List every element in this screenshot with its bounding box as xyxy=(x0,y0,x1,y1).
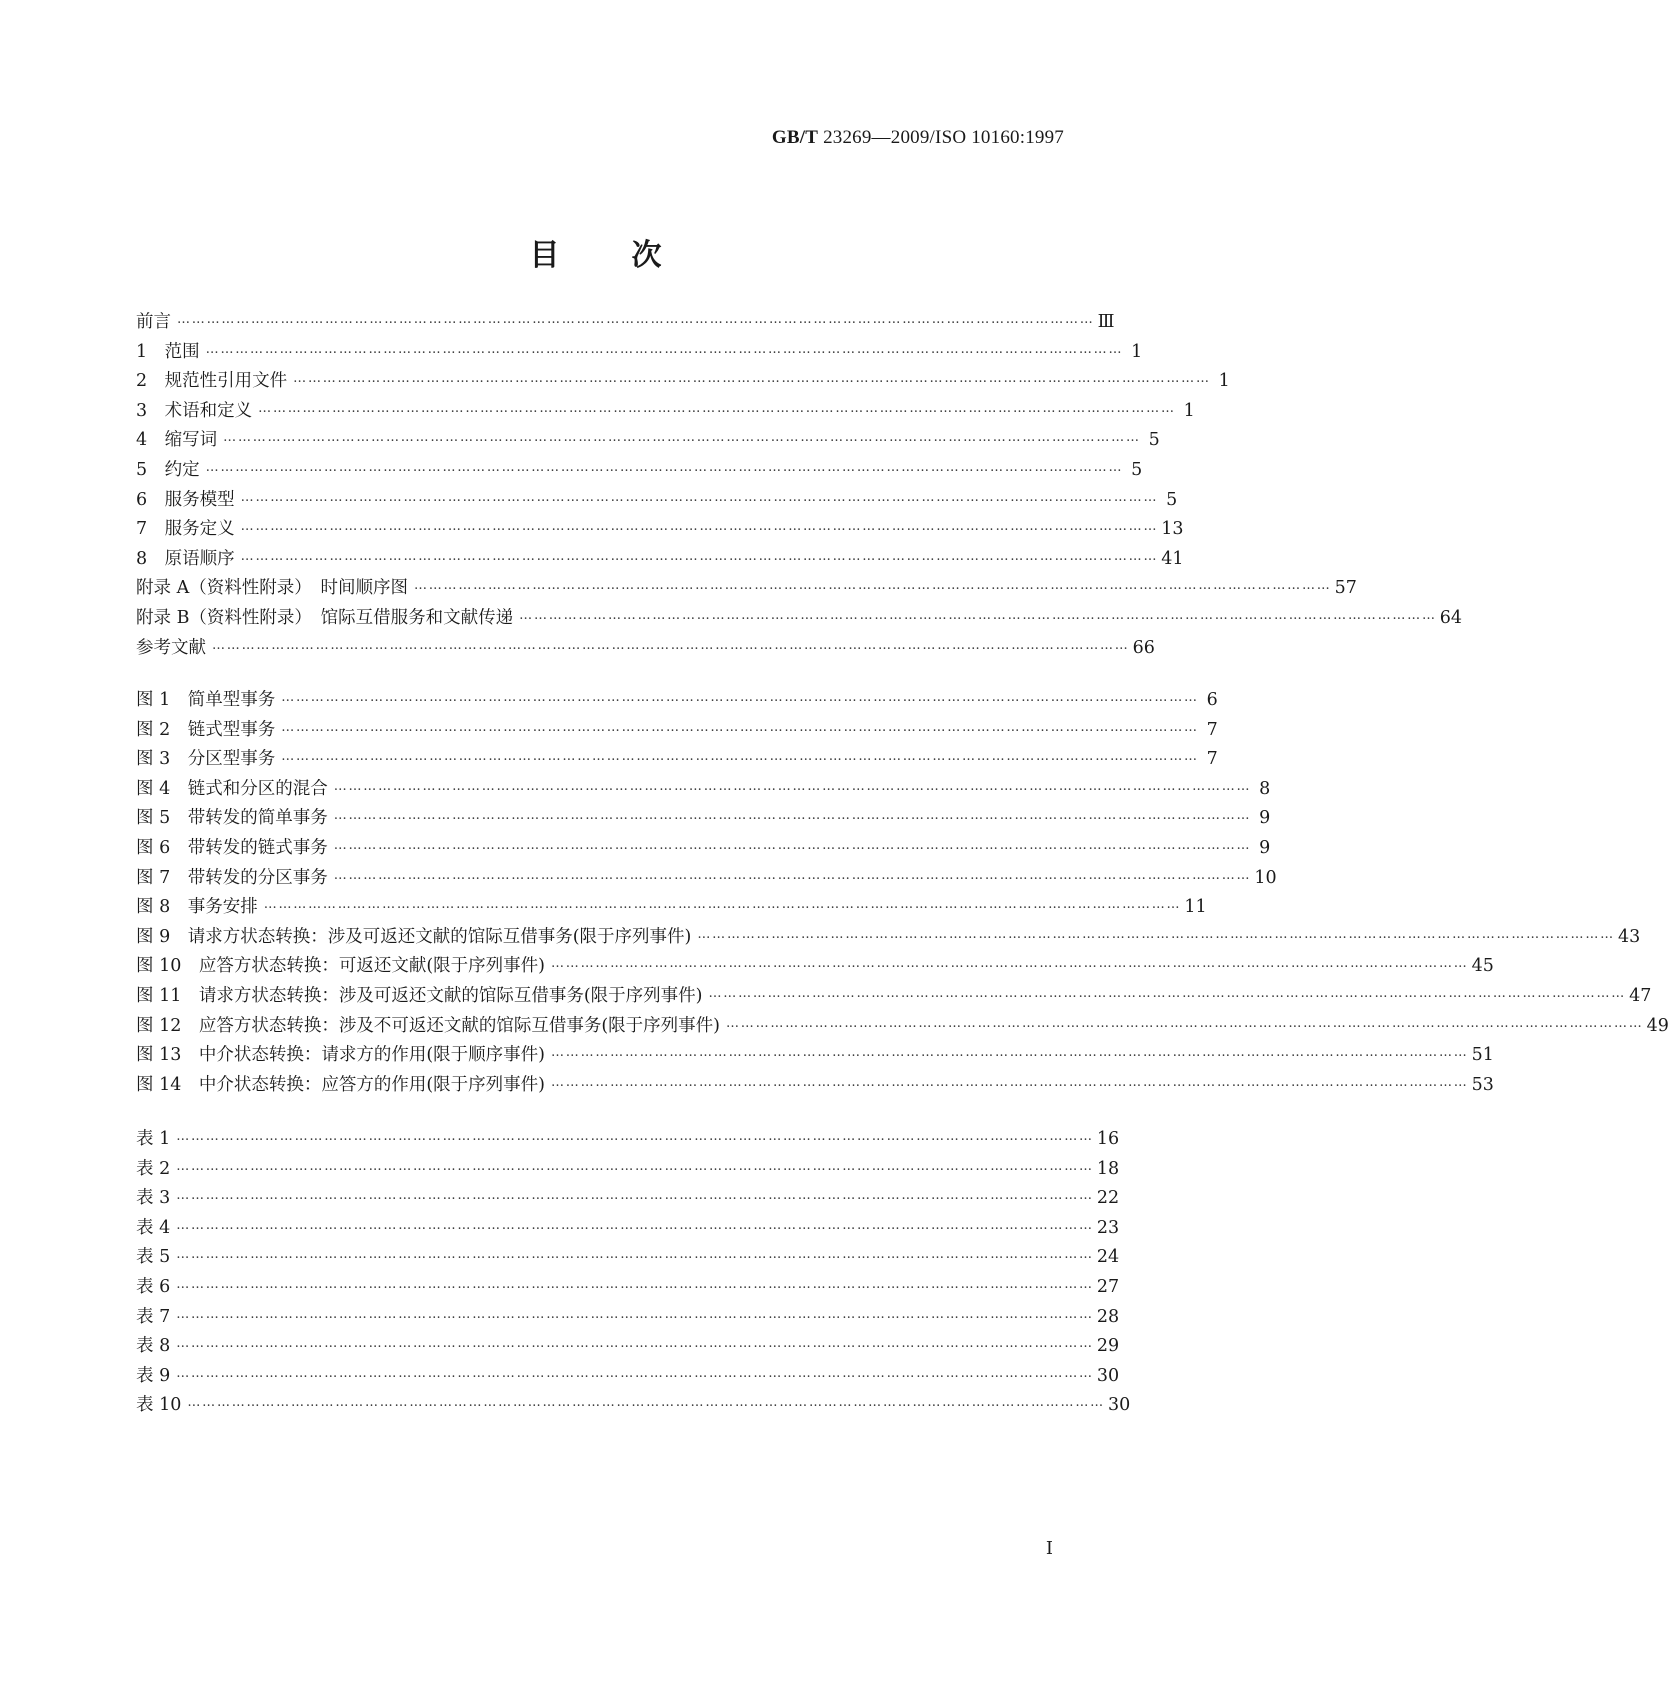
toc-dot-leader: …………………………………………………………………………………………………………………………………………………………………… xyxy=(176,1365,1094,1381)
toc-dot-leader: …………………………………………………………………………………………………………………………………………………………………… xyxy=(212,637,1130,653)
toc-entry-label: 8 原语顺序 xyxy=(136,548,235,569)
toc-page-number: 7 xyxy=(1206,719,1218,740)
toc-page-number: 1 xyxy=(1131,341,1143,362)
toc-page-number: 5 xyxy=(1166,489,1178,510)
toc-table-entry[interactable] xyxy=(136,1123,1120,1151)
toc-table-entry[interactable] xyxy=(136,1153,1120,1181)
toc-page-number: 11 xyxy=(1184,897,1207,918)
toc-entry-label: 表 7 xyxy=(136,1306,171,1327)
toc-page-number: 64 xyxy=(1439,608,1463,628)
toc-dot-leader: …………………………………………………………………………………………………………………………………………………………………… xyxy=(333,838,1252,853)
toc-figure-entry[interactable] xyxy=(136,1039,1494,1067)
toc-page-number: 5 xyxy=(1131,460,1143,480)
toc-figure-entry[interactable] xyxy=(136,950,1494,978)
toc-entry-label: 附录 B（资料性附录） 馆际互借服务和文献传递 xyxy=(136,608,514,628)
toc-dot-leader: …………………………………………………………………………………………………………………………………………………………………… xyxy=(176,1188,1094,1204)
toc-dot-leader: …………………………………………………………………………………………………………………………………………………………………… xyxy=(725,1015,1644,1031)
toc-entry-label: 图 13 中介状态转换：请求方的作用(限于顺序事件) xyxy=(136,1045,545,1066)
toc-entry-label: 图 2 链式型事务 xyxy=(136,719,276,740)
toc-page-number: 57 xyxy=(1334,578,1357,599)
toc-entry-label: 图 14 中介状态转换：应答方的作用(限于序列事件) xyxy=(136,1074,545,1095)
toc-table-entry[interactable] xyxy=(136,1182,1120,1210)
toc-section-entry[interactable] xyxy=(136,424,1160,452)
toc-page-number: 9 xyxy=(1259,808,1271,829)
toc-entry-label: 表 9 xyxy=(136,1365,171,1386)
toc-entry-label: 图 11 请求方状态转换：涉及可返还文献的馆际互借事务(限于序列事件) xyxy=(136,986,703,1006)
toc-entry-label: 6 服务模型 xyxy=(136,489,235,510)
toc-page-number: Ⅲ xyxy=(1097,312,1115,332)
toc-entry-label: 图 1 简单型事务 xyxy=(136,690,276,710)
toc-dot-leader: …………………………………………………………………………………………………………………………………………………………………… xyxy=(281,719,1199,735)
toc-table-entry[interactable] xyxy=(136,1271,1120,1299)
toc-table-entry[interactable] xyxy=(136,1330,1120,1358)
toc-page-number: 51 xyxy=(1471,1045,1494,1066)
toc-figure-entry[interactable] xyxy=(136,891,1207,919)
toc-section-entry[interactable] xyxy=(136,454,1143,482)
toc-page-number: 1 xyxy=(1218,371,1230,392)
toc-entry-label: 表 2 xyxy=(136,1158,171,1179)
toc-entry-label: 表 1 xyxy=(136,1129,171,1149)
toc-table-entry[interactable] xyxy=(136,1360,1120,1388)
toc-page-number: 9 xyxy=(1259,838,1271,858)
toc-entry-label: 表 8 xyxy=(136,1336,171,1357)
toc-dot-leader: …………………………………………………………………………………………………………………………………………………………………… xyxy=(281,690,1199,705)
toc-section-entry[interactable] xyxy=(136,306,1115,334)
toc-page-number: 23 xyxy=(1096,1217,1120,1238)
toc-table-entry[interactable] xyxy=(136,1212,1120,1240)
toc-section-entry[interactable] xyxy=(136,513,1184,541)
toc-page-number: 8 xyxy=(1259,778,1271,799)
toc-figure-entry[interactable] xyxy=(136,1010,1669,1038)
toc-dot-leader: …………………………………………………………………………………………………………………………………………………………………… xyxy=(519,608,1437,623)
toc-dot-leader: …………………………………………………………………………………………………………………………………………………………………… xyxy=(550,1045,1469,1061)
toc-entry-label: 图 3 分区型事务 xyxy=(136,749,276,770)
toc-page-number: 6 xyxy=(1206,690,1218,710)
toc-dot-leader: …………………………………………………………………………………………………………………………………………………………………… xyxy=(176,1247,1094,1263)
toc-dot-leader: …………………………………………………………………………………………………………………………………………………………………… xyxy=(697,926,1615,942)
toc-dot-leader: …………………………………………………………………………………………………………………………………………………………………… xyxy=(333,808,1252,824)
toc-page-number: 5 xyxy=(1148,430,1160,451)
toc-page-number: 27 xyxy=(1096,1277,1120,1297)
title-char-1: 目 xyxy=(529,238,560,273)
toc-entry-label: 7 服务定义 xyxy=(136,519,235,540)
toc-page-number: 10 xyxy=(1254,867,1277,888)
toc-entry-label: 表 5 xyxy=(136,1247,171,1268)
toc-dot-leader: …………………………………………………………………………………………………………………………………………………………………… xyxy=(333,867,1252,883)
toc-dot-leader: …………………………………………………………………………………………………………………………………………………………………… xyxy=(205,460,1124,475)
toc-figure-entry[interactable] xyxy=(136,802,1271,830)
toc-page-number: 18 xyxy=(1096,1158,1120,1179)
toc-figure-entry[interactable] xyxy=(136,862,1277,890)
toc-dot-leader: …………………………………………………………………………………………………………………………………………………………………… xyxy=(240,519,1159,535)
toc-figure-entry[interactable] xyxy=(136,921,1641,949)
toc-table-entry[interactable] xyxy=(136,1389,1131,1417)
toc-entry-label: 图 5 带转发的简单事务 xyxy=(136,808,328,829)
toc-entry-label: 参考文献 xyxy=(136,637,206,658)
toc-dot-leader: …………………………………………………………………………………………………………………………………………………………………… xyxy=(413,578,1332,594)
toc-section-entry[interactable] xyxy=(136,602,1463,630)
toc-entry-label: 图 9 请求方状态转换：涉及可返还文献的馆际互借事务(限于序列事件) xyxy=(136,926,692,947)
toc-page-number: 30 xyxy=(1096,1365,1120,1386)
toc-dot-leader: …………………………………………………………………………………………………………………………………………………………………… xyxy=(176,1158,1094,1174)
toc-entry-label: 1 范围 xyxy=(136,341,200,362)
toc-section-entry[interactable] xyxy=(136,632,1155,660)
toc-entry-label: 4 缩写词 xyxy=(136,430,218,451)
toc-dot-leader: …………………………………………………………………………………………………………………………………………………………………… xyxy=(550,956,1469,972)
toc-figure-entry[interactable] xyxy=(136,773,1271,801)
toc-dot-leader: …………………………………………………………………………………………………………………………………………………………………… xyxy=(281,749,1199,765)
toc-entry-label: 图 12 应答方状态转换：涉及不可返还文献的馆际互借事务(限于序列事件) xyxy=(136,1015,720,1036)
toc-entry-label: 附录 A（资料性附录） 时间顺序图 xyxy=(136,578,408,599)
toc-dot-leader: …………………………………………………………………………………………………………………………………………………………………… xyxy=(176,1336,1094,1352)
toc-entry-label: 表 4 xyxy=(136,1217,171,1238)
page-title xyxy=(0,230,1191,274)
toc-dot-leader: …………………………………………………………………………………………………………………………………………………………………… xyxy=(177,312,1095,327)
toc-section-entry[interactable] xyxy=(136,365,1230,393)
toc-page-number: 41 xyxy=(1161,548,1184,569)
toc-dot-leader: …………………………………………………………………………………………………………………………………………………………………… xyxy=(263,897,1182,913)
toc-page-number: 49 xyxy=(1646,1015,1669,1036)
toc-dot-leader: …………………………………………………………………………………………………………………………………………………………………… xyxy=(176,1129,1094,1144)
title-char-2: 次 xyxy=(631,238,662,273)
toc-entry-label: 前言 xyxy=(136,312,171,332)
toc-dot-leader: …………………………………………………………………………………………………………………………………………………………………… xyxy=(258,400,1176,416)
toc-figure-entry[interactable] xyxy=(136,980,1652,1008)
toc-page-number: 13 xyxy=(1161,519,1184,540)
toc-page-number: 7 xyxy=(1206,749,1218,770)
toc-entry-label: 2 规范性引用文件 xyxy=(136,371,288,392)
toc-entry-label: 表 10 xyxy=(136,1395,182,1416)
std-code-prefix: GB/T xyxy=(771,127,819,148)
toc-page-number: 66 xyxy=(1132,637,1155,658)
toc-section-entry[interactable] xyxy=(136,395,1195,423)
toc-entry-label: 表 3 xyxy=(136,1188,171,1209)
toc-entry-label: 图 7 带转发的分区事务 xyxy=(136,867,328,888)
toc-dot-leader: …………………………………………………………………………………………………………………………………………………………………… xyxy=(708,986,1627,1001)
toc-table-entry[interactable] xyxy=(136,1241,1120,1269)
toc-entry-label: 表 6 xyxy=(136,1277,171,1297)
toc-page-number: 47 xyxy=(1629,986,1652,1006)
toc-section-entry[interactable] xyxy=(136,543,1184,571)
toc-section-entry[interactable] xyxy=(136,336,1143,364)
toc-dot-leader: …………………………………………………………………………………………………………………………………………………………………… xyxy=(293,371,1211,387)
toc-dot-leader: …………………………………………………………………………………………………………………………………………………………………… xyxy=(550,1074,1469,1090)
toc-page-number: 53 xyxy=(1471,1074,1494,1095)
toc-page-number: 30 xyxy=(1107,1395,1131,1416)
std-code-mid: 23269—2009/ISO xyxy=(823,127,967,148)
toc-dot-leader: …………………………………………………………………………………………………………………………………………………………………… xyxy=(240,489,1159,505)
toc-dot-leader: …………………………………………………………………………………………………………………………………………………………………… xyxy=(176,1306,1094,1322)
toc-dot-leader: …………………………………………………………………………………………………………………………………………………………………… xyxy=(176,1277,1094,1292)
toc-page-number: 43 xyxy=(1617,926,1641,947)
toc-figure-entry[interactable] xyxy=(136,1069,1494,1097)
toc-page-number: 29 xyxy=(1096,1336,1120,1357)
toc-page-number: 22 xyxy=(1096,1188,1120,1209)
toc-page-number: 1 xyxy=(1183,400,1195,421)
toc-page-number: 28 xyxy=(1096,1306,1120,1327)
toc-entry-label: 图 4 链式和分区的混合 xyxy=(136,778,328,799)
toc-dot-leader: …………………………………………………………………………………………………………………………………………………………………… xyxy=(240,548,1159,564)
toc-dot-leader: …………………………………………………………………………………………………………………………………………………………………… xyxy=(333,778,1252,794)
toc-entry-label: 3 术语和定义 xyxy=(136,400,253,421)
page-folio: I xyxy=(1045,1538,1053,1559)
toc-dot-leader: …………………………………………………………………………………………………………………………………………………………………… xyxy=(176,1217,1094,1233)
std-code-suffix: 10160:1997 xyxy=(971,127,1064,148)
toc-figure-entry[interactable] xyxy=(136,684,1218,712)
toc-page-number: 45 xyxy=(1471,956,1494,977)
toc-figure-entry[interactable] xyxy=(136,832,1271,860)
toc-page-number: 16 xyxy=(1096,1129,1120,1149)
toc-entry-label: 5 约定 xyxy=(136,460,200,480)
toc-figure-entry[interactable] xyxy=(136,743,1218,771)
toc-section-entry[interactable] xyxy=(136,484,1178,512)
toc-table-entry[interactable] xyxy=(136,1301,1120,1329)
toc-figure-entry[interactable] xyxy=(136,714,1218,742)
standard-code xyxy=(772,127,1064,149)
toc-section-entry[interactable] xyxy=(136,572,1357,600)
toc-entry-label: 图 10 应答方状态转换：可返还文献(限于序列事件) xyxy=(136,956,545,977)
toc-entry-label: 图 6 带转发的链式事务 xyxy=(136,838,328,858)
toc-dot-leader: …………………………………………………………………………………………………………………………………………………………………… xyxy=(223,430,1141,446)
toc-dot-leader: …………………………………………………………………………………………………………………………………………………………………… xyxy=(187,1395,1105,1411)
toc-entry-label: 图 8 事务安排 xyxy=(136,897,258,918)
toc-page-number: 24 xyxy=(1096,1247,1120,1268)
toc-dot-leader: …………………………………………………………………………………………………………………………………………………………………… xyxy=(205,341,1124,357)
